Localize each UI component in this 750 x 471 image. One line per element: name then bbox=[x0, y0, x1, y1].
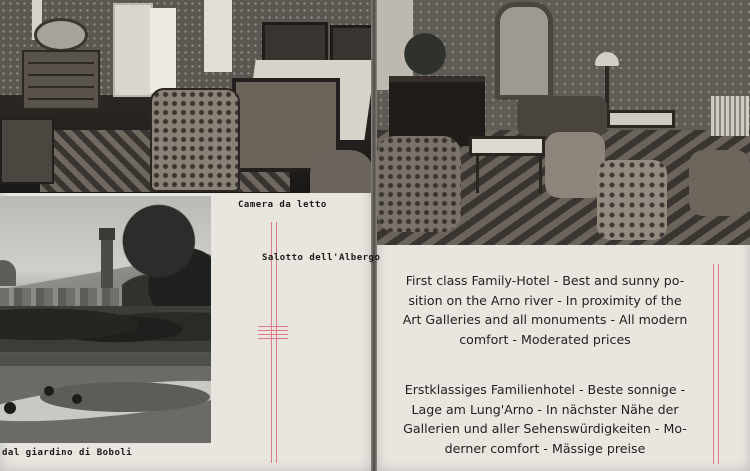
salon-table bbox=[469, 136, 545, 156]
salon-side-table bbox=[607, 110, 675, 128]
boboli-garden-photo bbox=[0, 196, 211, 443]
salon-radiator bbox=[711, 96, 749, 136]
bedroom-side-chair bbox=[0, 118, 54, 184]
garden-hedge bbox=[0, 306, 211, 352]
english-description bbox=[377, 271, 713, 349]
english-line: Art Galleries and all monuments - All modern bbox=[402, 312, 688, 327]
salon-armchair bbox=[545, 132, 605, 198]
german-line: derner comfort - Mässige preise bbox=[444, 440, 646, 456]
bedroom-door-open bbox=[150, 8, 176, 93]
garden-caption: dal giardino di Boboli bbox=[2, 448, 133, 458]
german-description bbox=[377, 380, 713, 458]
garden-lawn-bed bbox=[40, 382, 210, 412]
decorative-double-line bbox=[713, 264, 719, 464]
bedroom-dresser bbox=[22, 50, 100, 110]
bedroom-mirror bbox=[34, 18, 88, 52]
salon-caption: Salotto dell'Albergo bbox=[262, 253, 381, 263]
bedroom-caption: Camera da letto bbox=[238, 200, 327, 210]
english-line: sition on the Arno river - In proximity of the bbox=[408, 292, 682, 308]
bedroom-door bbox=[113, 3, 153, 97]
english-line: First class Family-Hotel - Best and sunny po- bbox=[405, 273, 685, 288]
decorative-bar bbox=[258, 338, 288, 339]
decorative-bar bbox=[258, 334, 288, 335]
salon-photo bbox=[377, 0, 750, 245]
german-line: Lage am Lung'Arno - In nächster Nähe der bbox=[411, 401, 679, 417]
bedroom-door-far bbox=[204, 0, 232, 72]
decorative-bar bbox=[258, 326, 288, 327]
salon-armchair bbox=[597, 160, 667, 240]
salon-plant bbox=[397, 18, 453, 78]
salon-armchair bbox=[377, 136, 461, 232]
bedroom-stool bbox=[310, 150, 371, 193]
german-line: Erstklassiges Familienhotel - Beste sonnige - bbox=[404, 382, 686, 397]
bedroom-armchair bbox=[150, 88, 240, 192]
decorative-bar bbox=[258, 330, 288, 331]
english-line: comfort - Moderated prices bbox=[459, 331, 631, 347]
german-line: Gallerien und aller Sehenswürdigkeiten - Mo- bbox=[403, 421, 687, 436]
bedroom-photo bbox=[0, 0, 371, 193]
garden-topiary bbox=[72, 394, 82, 404]
garden-topiary bbox=[4, 402, 16, 414]
salon-mirror bbox=[495, 2, 553, 100]
salon-armchair bbox=[689, 150, 750, 216]
left-page bbox=[0, 0, 371, 471]
salon-sofa bbox=[517, 96, 607, 136]
garden-topiary bbox=[44, 386, 54, 396]
